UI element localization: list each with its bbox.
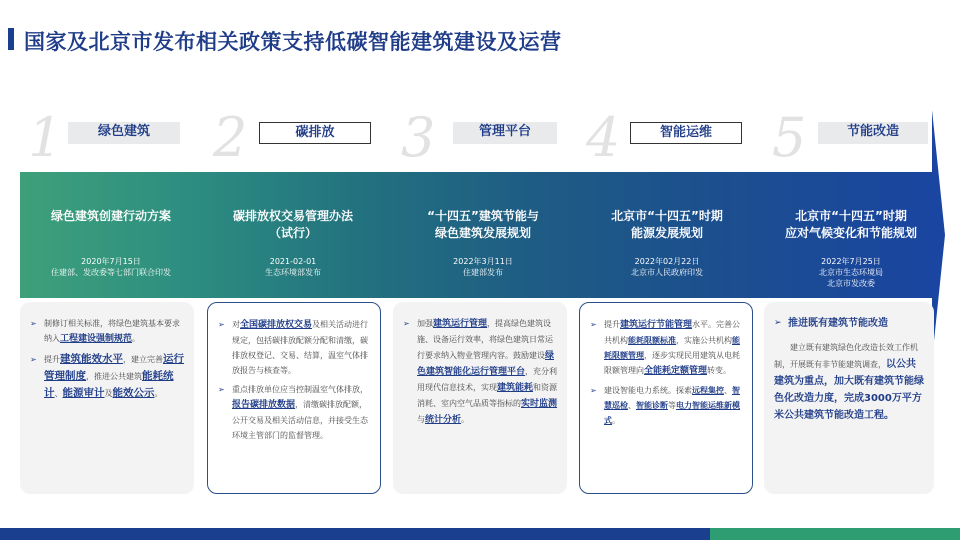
highlight: 能耗限额标准: [628, 336, 676, 345]
category-1: [20, 108, 210, 168]
card-heading: ➢ 推进既有建筑节能改造: [774, 318, 888, 329]
highlight: 能源审计: [62, 387, 105, 399]
bullet-arrow-icon: ➢: [590, 320, 597, 329]
category-number: 1: [28, 106, 63, 169]
bullet-arrow-icon: ➢: [218, 385, 225, 394]
highlight: 全能耗定额管理: [644, 366, 708, 376]
card-body: 建立既有建筑绿色化改造长效工作机制，开展既有非节能建筑调查，以公共建筑为重点，加大既有建筑节能绿色化改造力度，完成3000万平方米公共建筑节能改造工程。: [774, 343, 924, 421]
category-number: 5: [772, 106, 807, 169]
policy-meta: 2020年7月15日 住建部、发改委等七部门联合印发: [51, 257, 171, 277]
policy-header-5: [760, 172, 942, 298]
policy-header-3: [392, 172, 574, 298]
policy-header-1: [20, 172, 202, 298]
title-accent-bar: [8, 28, 14, 50]
footer-bar-blue: [0, 528, 710, 540]
bullet-arrow-icon: ➢: [218, 320, 225, 329]
category-number: 3: [401, 106, 436, 169]
bullet-item: ➢ 提升建筑运行节能管理水平。完善公共机构能耗限额标准，实施公共机构能耗限额管理，逐步实现民用建筑从电耗限额管理向全能耗定额管理转变。: [590, 317, 742, 379]
policy-title: “十四五”建筑节能与 绿色建筑发展规划: [427, 209, 539, 240]
category-4: [578, 108, 768, 168]
policy-card-1: [20, 302, 194, 494]
category-3: [393, 108, 583, 168]
highlight: 能耗统计: [44, 370, 174, 399]
bullet-item: ➢ 提升建筑能效水平，建立完善运行管理制度，推进公共建筑能耗统计、能源审计及能效公示。: [30, 353, 184, 399]
category-label: 管理平台: [453, 122, 557, 144]
policy-card-5: [764, 302, 934, 494]
highlight: 绿色建筑智能化运行管理平台: [417, 351, 555, 377]
bullet-arrow-icon: ➢: [590, 386, 597, 395]
highlight: 以公共建筑为重点，加大既有建筑节能绿色化改造力度，完成3000万平方米公共建筑节能改造工程。: [774, 359, 924, 421]
policy-card-2: [207, 302, 381, 494]
category-label: 节能改造: [818, 122, 928, 144]
highlight: 能效公示: [112, 387, 155, 399]
highlight: 电力智能运维新模式: [604, 401, 740, 425]
bullet-item: ➢ 对全国碳排放权交易及相关活动进行规定，包括碳排放配额分配和清缴，碳排放权登记、交易、结算，温室气体排放报告与核查等。: [218, 317, 370, 378]
highlight: 工程建设强制规范: [60, 334, 133, 344]
policy-meta: 2022年7月25日 北京市生态环境局 北京市发改委: [819, 257, 883, 288]
highlight: 智慧巡检: [604, 386, 740, 410]
highlight: 建筑能耗: [497, 383, 534, 393]
category-2: [205, 108, 395, 168]
bullet-item: ➢ 建设智能电力系统。探索远程集控、智慧巡检、智能诊断等电力智能运维新模式。: [590, 383, 742, 428]
bullet-item: ➢ 重点排放单位应当控制温室气体排放，报告碳排放数据，清缴碳排放配额，公开交易及相关活动信息，并接受生态环境主管部门的监督管理。: [218, 382, 370, 443]
category-label: 碳排放: [259, 122, 371, 144]
policy-header-4: [576, 172, 758, 298]
highlight: 智能诊断: [636, 401, 668, 410]
bullet-item: ➢ 制修订相关标准，将绿色建筑基本要求纳入工程建设强制规范。: [30, 316, 184, 347]
highlight: 建筑运行管理: [433, 319, 488, 329]
bullet-item: ➢ 加强建筑运行管理，提高绿色建筑设施、设备运行效率，将绿色建筑日常运行要求纳入物业管理内容。鼓励建设绿色建筑智能化运行管理平台，充分利用现代信息技术，实现建筑能耗和资源消耗、室内空气品质等指标的实时监测与统计分析。: [403, 316, 557, 428]
policy-title: 绿色建筑创建行动方案: [50, 209, 171, 223]
bullet-arrow-icon: ➢: [30, 355, 37, 364]
policy-meta: 2022年02月22日 北京市人民政府印发: [631, 257, 703, 277]
highlight: 全国碳排放权交易: [240, 320, 313, 330]
bullet-arrow-icon: ➢: [30, 319, 37, 328]
category-number: 4: [586, 106, 621, 169]
policy-header-2: [202, 172, 384, 298]
category-number: 2: [213, 106, 248, 169]
category-5: [764, 108, 954, 168]
policy-title: 北京市“十四五”时期 应对气候变化和节能规划: [784, 209, 917, 240]
category-label: 智能运维: [630, 122, 742, 144]
bullet-arrow-icon: ➢: [774, 318, 782, 328]
policy-meta: 2021-02-01 生态环境部发布: [265, 257, 321, 277]
highlight: 运行管理制度: [44, 353, 184, 382]
highlight: 建筑运行节能管理: [620, 320, 693, 330]
policy-title: 北京市“十四五”时期 能源发展规划: [611, 209, 723, 240]
highlight: 统计分析: [425, 415, 462, 425]
policy-title: 碳排放权交易管理办法 （试行）: [232, 209, 353, 240]
highlight: 实时监测: [521, 399, 558, 409]
policy-meta: 2022年3月11日 住建部发布: [453, 257, 513, 277]
page-title: 国家及北京市发布相关政策支持低碳智能建筑建设及运营: [24, 30, 562, 54]
bullet-arrow-icon: ➢: [403, 319, 410, 328]
category-label: 绿色建筑: [68, 122, 180, 144]
footer-bar-green: [710, 528, 960, 540]
policy-card-3: [393, 302, 567, 494]
highlight: 能耗限额管理: [604, 336, 740, 360]
highlight: 远程集控: [692, 386, 724, 395]
policy-card-4: [579, 302, 753, 494]
highlight: 建筑能效水平: [60, 353, 123, 365]
highlight: 报告碳排放数据: [232, 400, 296, 410]
